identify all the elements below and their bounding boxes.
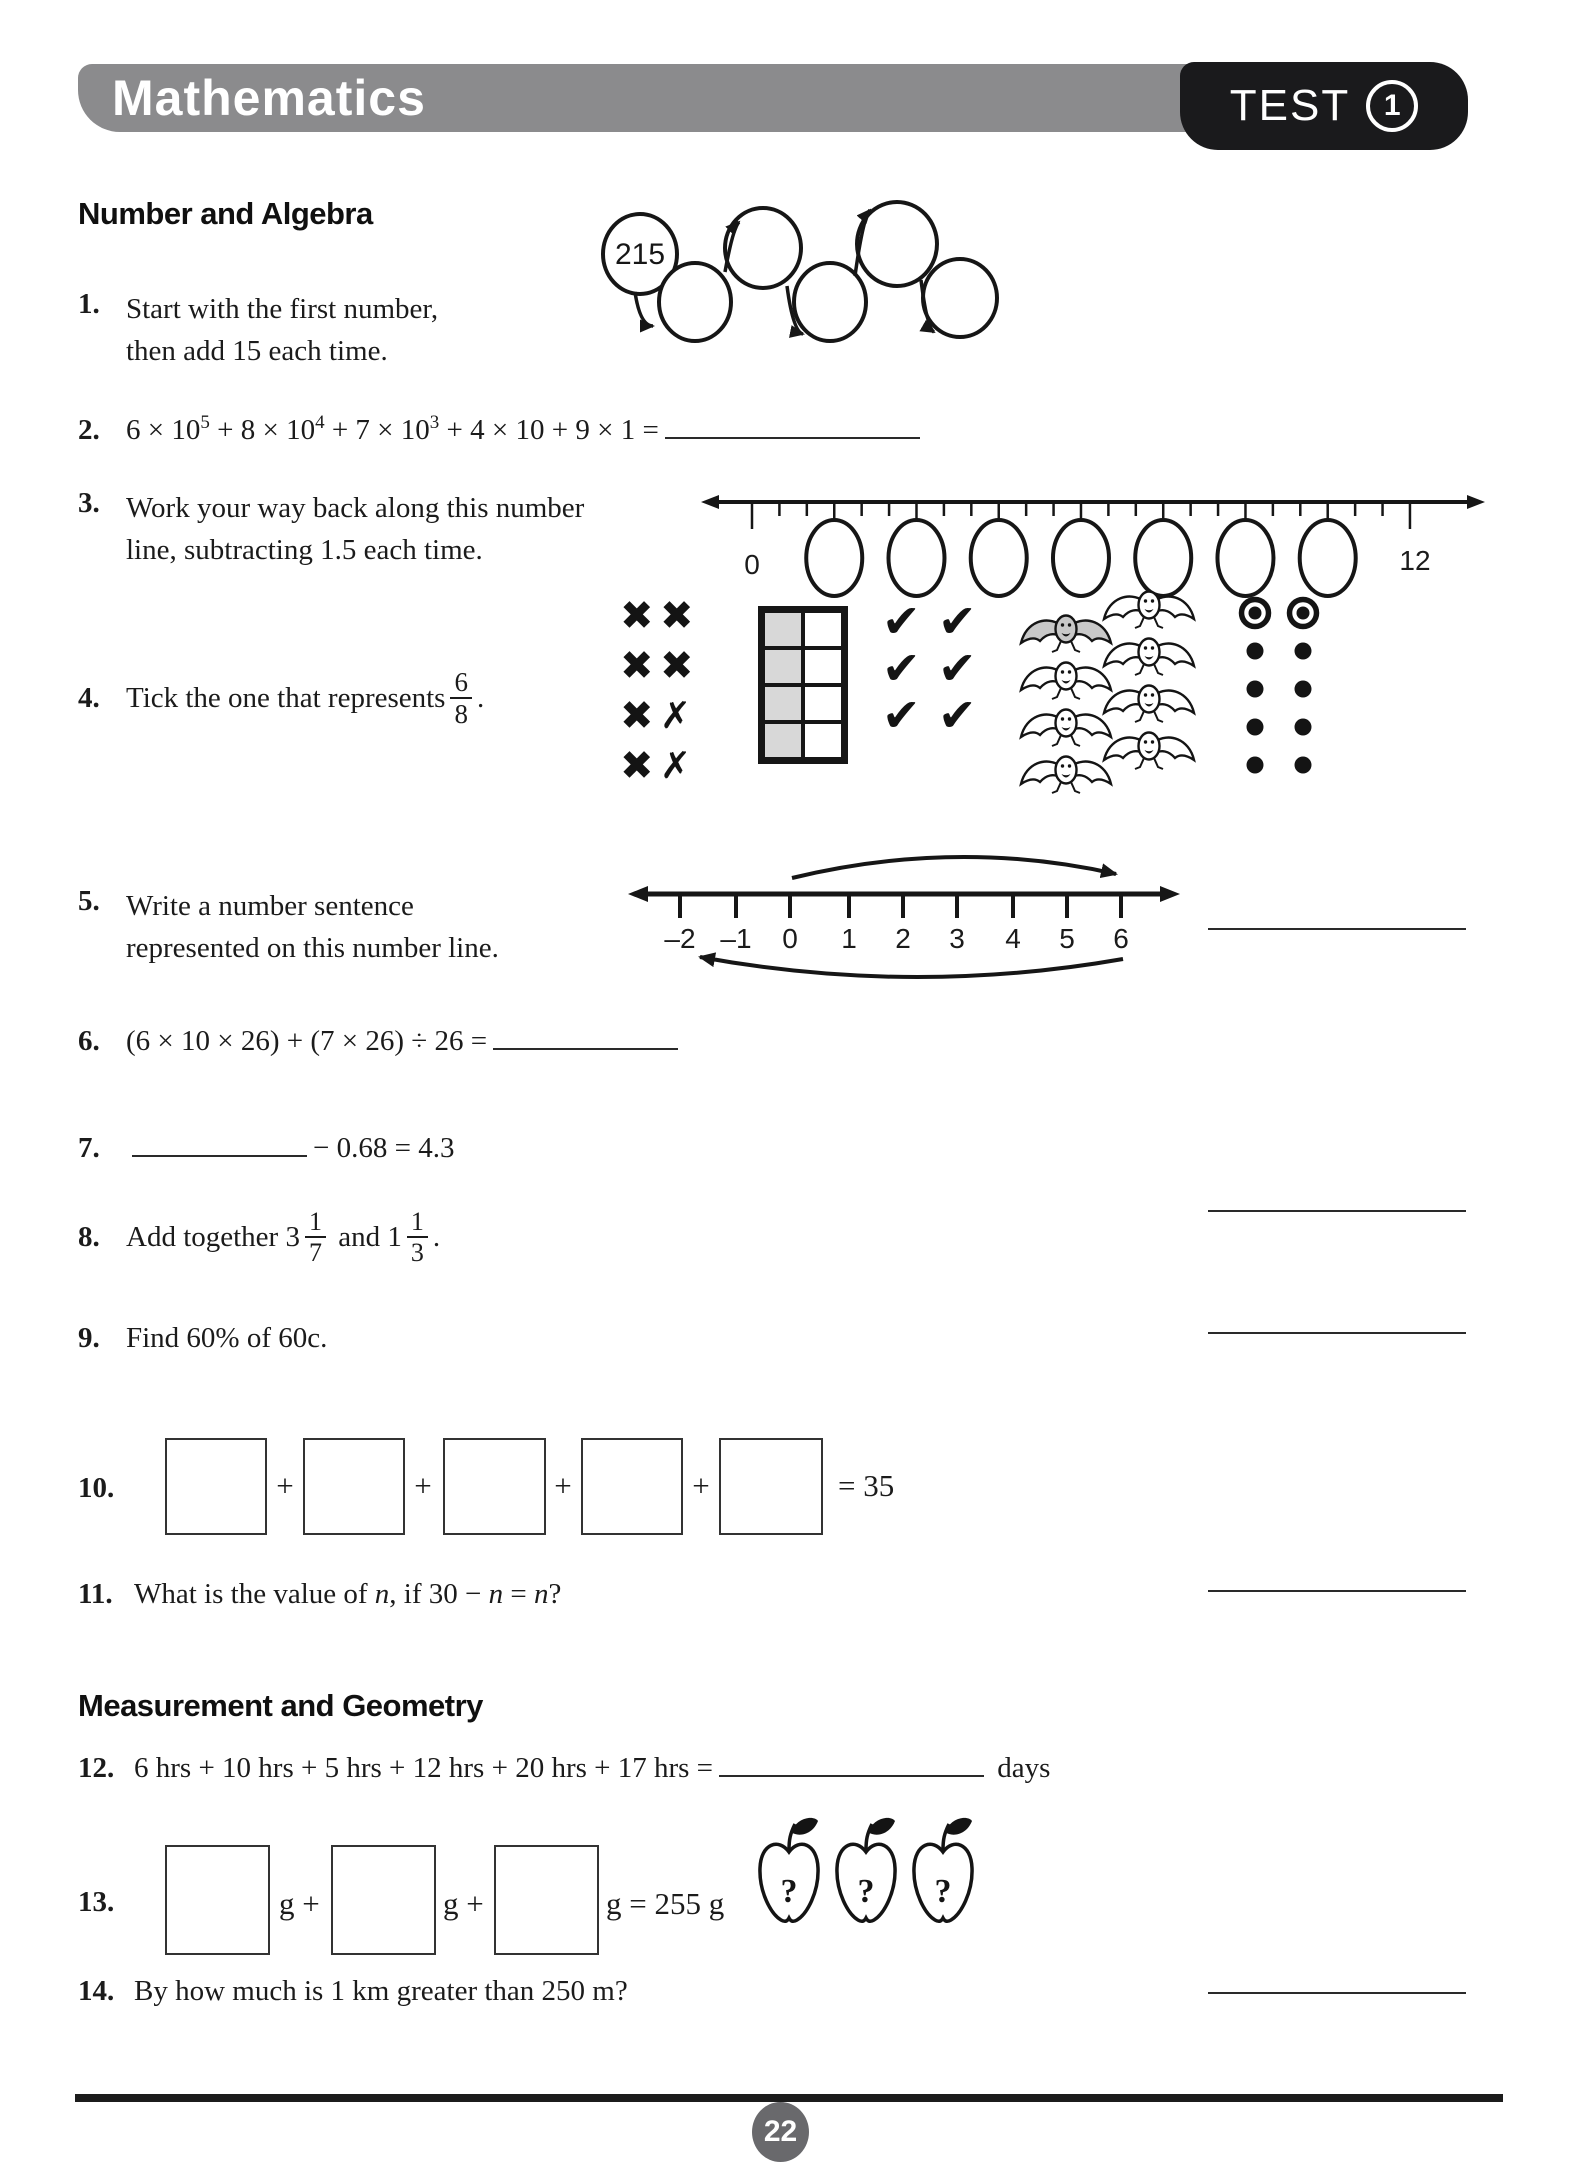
answer-blank[interactable]: [493, 1044, 678, 1050]
left-arrowhead: [628, 886, 648, 902]
axis-min-label: 0: [744, 549, 760, 580]
expression: (6 × 10 × 26) + (7 × 26) ÷ 26 =: [126, 1025, 488, 1057]
axis-labels: [664, 923, 1128, 954]
question-number: 12.: [78, 1752, 115, 1784]
q4-option-dots[interactable]: [1238, 595, 1338, 785]
test-number-circle: [1366, 80, 1418, 132]
q4-option-shaded-grid[interactable]: [758, 606, 848, 764]
test-badge: [1180, 62, 1468, 150]
q9-answer-line[interactable]: [1208, 1314, 1466, 1334]
svg-text:5: 5: [1059, 923, 1075, 954]
question-1: [78, 288, 126, 321]
footer-rule: [75, 2094, 1503, 2102]
test-label: TEST: [1229, 81, 1351, 130]
question-number: 10.: [78, 1472, 115, 1504]
q10-answer-box[interactable]: [443, 1438, 546, 1535]
jump-arc-minus-8: [700, 957, 1123, 977]
answer-blank[interactable]: [719, 1771, 984, 1777]
question-10: [78, 1472, 126, 1505]
subject-banner: [78, 64, 1213, 132]
q13-answer-box[interactable]: [165, 1845, 270, 1955]
question-1-text: Start with the first number, then add 15 each time.: [126, 293, 439, 367]
bat-icon: [1021, 757, 1111, 794]
question-11: 11. What is the value of n, if 30 − n = n?: [78, 1578, 562, 1610]
fraction-1-3: $\frac{1}{3}$: [407, 1208, 428, 1267]
sequence-circle-blank[interactable]: [923, 259, 997, 337]
section-heading-measurement-geometry: Measurement and Geometry: [78, 1688, 483, 1723]
question-number: 5.: [78, 885, 100, 917]
question-number: 14.: [78, 1975, 115, 2007]
bat-icon: [1104, 639, 1194, 676]
fraction-1-7: $\frac{1}{7}$: [305, 1208, 326, 1267]
plus-sign: +: [554, 1468, 572, 1503]
sequence-start-value: 215: [614, 238, 666, 271]
q13-apples-figure: [757, 1810, 977, 1936]
apple-question-mark: ?: [857, 1873, 875, 1910]
q14-answer-line[interactable]: [1208, 1974, 1466, 1994]
right-arrowhead: [1160, 886, 1180, 902]
q13-answer-box[interactable]: [331, 1845, 436, 1955]
page-number-badge: [752, 2102, 809, 2162]
question-9: 9. Find 60% of 60c.: [78, 1322, 328, 1354]
number-line-answer-oval[interactable]: [806, 520, 862, 596]
answer-blank[interactable]: [665, 433, 920, 439]
question-7: [78, 1132, 454, 1165]
q4-option-bats[interactable]: [1015, 582, 1205, 800]
section-heading-number-algebra: Number and Algebra: [78, 196, 373, 231]
q10-answer-box[interactable]: [719, 1438, 823, 1535]
question-number: 9.: [78, 1322, 100, 1354]
gram-equals-total: g = 255 g: [606, 1886, 725, 1921]
bat-icon-shaded: [1021, 616, 1111, 653]
question-number: 7.: [78, 1132, 100, 1164]
sequence-circle-blank[interactable]: [725, 208, 801, 288]
plus-sign: +: [692, 1468, 710, 1503]
unit-label: days: [990, 1752, 1051, 1784]
svg-text:–1: –1: [720, 923, 752, 954]
question-4: 4. Tick the one that represents $\frac{6}{8}$ .: [78, 667, 485, 730]
jump-arc-plus-6: [792, 857, 1116, 878]
gram-plus: g +: [279, 1886, 320, 1921]
question-3: [78, 487, 126, 520]
answer-blank[interactable]: [132, 1151, 307, 1157]
left-arrowhead: [701, 495, 719, 509]
number-line-answer-oval[interactable]: [1300, 520, 1356, 596]
question-number: 13.: [78, 1886, 115, 1918]
bat-icon: [1104, 592, 1194, 629]
exponent: 5: [200, 412, 210, 433]
expression: 6 × 10: [126, 414, 201, 446]
question-5: [78, 885, 126, 918]
bat-icon: [1104, 733, 1194, 770]
dot-grid: [1242, 600, 1317, 774]
exponent: 4: [315, 412, 325, 433]
question-number: 3.: [78, 487, 100, 519]
equals-total: = 35: [838, 1468, 895, 1503]
axis-max-label: 12: [1399, 545, 1431, 576]
gram-plus: g +: [443, 1886, 484, 1921]
question-2: 2. $6 \times 10^5 + 8 \times 10^4 + 7 \times 10^3 + 4 \times 10 + 9 \times 1$ =: [78, 414, 926, 447]
plus-sign: +: [414, 1468, 432, 1503]
page-title: Mathematics: [112, 70, 426, 126]
number-line-answer-oval[interactable]: [888, 520, 944, 596]
q4-option-checkmarks[interactable]: ✔ ✔ ✔ ✔ ✔ ✔: [882, 594, 977, 742]
question-6: [78, 1025, 684, 1058]
sequence-circle-blank[interactable]: [659, 263, 731, 341]
q5-number-line: [622, 832, 1222, 1007]
question-12: [78, 1752, 1050, 1785]
question-8: 8. Add together 3 $\frac{1}{7}$ and 1 $\frac{1}{3}$ .: [78, 1207, 441, 1268]
question-number: 2.: [78, 414, 100, 446]
q4-option-crosses[interactable]: ✖ ✖ ✖ ✖ ✖ ✗ ✖ ✗: [620, 593, 694, 789]
svg-text:0: 0: [782, 923, 798, 954]
axis-ticks: [680, 894, 1121, 918]
question-3-text: Work your way back along this number line, subtracting 1.5 each time.: [126, 492, 585, 566]
svg-text:3: 3: [949, 923, 965, 954]
q10-answer-box[interactable]: [303, 1438, 405, 1535]
bat-icon: [1104, 686, 1194, 723]
question-5-text: Write a number sentence represented on this number line.: [126, 890, 499, 964]
expression: 6 hrs + 10 hrs + 5 hrs + 12 hrs + 20 hrs + 17 hrs =: [134, 1752, 714, 1784]
question-number: 6.: [78, 1025, 100, 1057]
question-number: 11.: [78, 1578, 113, 1610]
apple-question-mark: ?: [780, 1873, 798, 1910]
question-number: 4.: [78, 681, 100, 714]
q13-answer-box[interactable]: [494, 1845, 599, 1955]
svg-text:4: 4: [1005, 923, 1021, 954]
svg-text:2: 2: [895, 923, 911, 954]
plus-sign: +: [276, 1468, 294, 1503]
svg-text:6: 6: [1113, 923, 1129, 954]
q1-add-sequence-diagram: [585, 196, 1015, 361]
apple-question-mark: ?: [934, 1873, 952, 1910]
question-14: 14. By how much is 1 km greater than 250 m?: [78, 1975, 628, 2007]
bat-icon: [1021, 710, 1111, 747]
exponent: 3: [429, 412, 440, 433]
q10-answer-box[interactable]: [581, 1438, 683, 1535]
q11-answer-line[interactable]: [1208, 1572, 1466, 1592]
question-number: 1.: [78, 288, 100, 320]
question-13: [78, 1886, 134, 1919]
svg-text:–2: –2: [664, 923, 696, 954]
right-arrowhead: [1467, 495, 1485, 509]
question-number: 8.: [78, 1220, 100, 1253]
page-number: 22: [763, 2115, 798, 2148]
svg-text:1: 1: [841, 923, 857, 954]
test-number: 1: [1383, 89, 1401, 122]
q10-answer-box[interactable]: [165, 1438, 267, 1535]
fraction-6-8: $\frac{6}{8}$: [450, 668, 472, 729]
bat-icon: [1021, 663, 1111, 700]
expression: − 0.68 = 4.3: [313, 1132, 455, 1164]
q8-answer-line[interactable]: [1208, 1192, 1466, 1212]
number-line-answer-oval[interactable]: [1217, 520, 1273, 596]
q5-answer-line[interactable]: [1208, 910, 1466, 930]
